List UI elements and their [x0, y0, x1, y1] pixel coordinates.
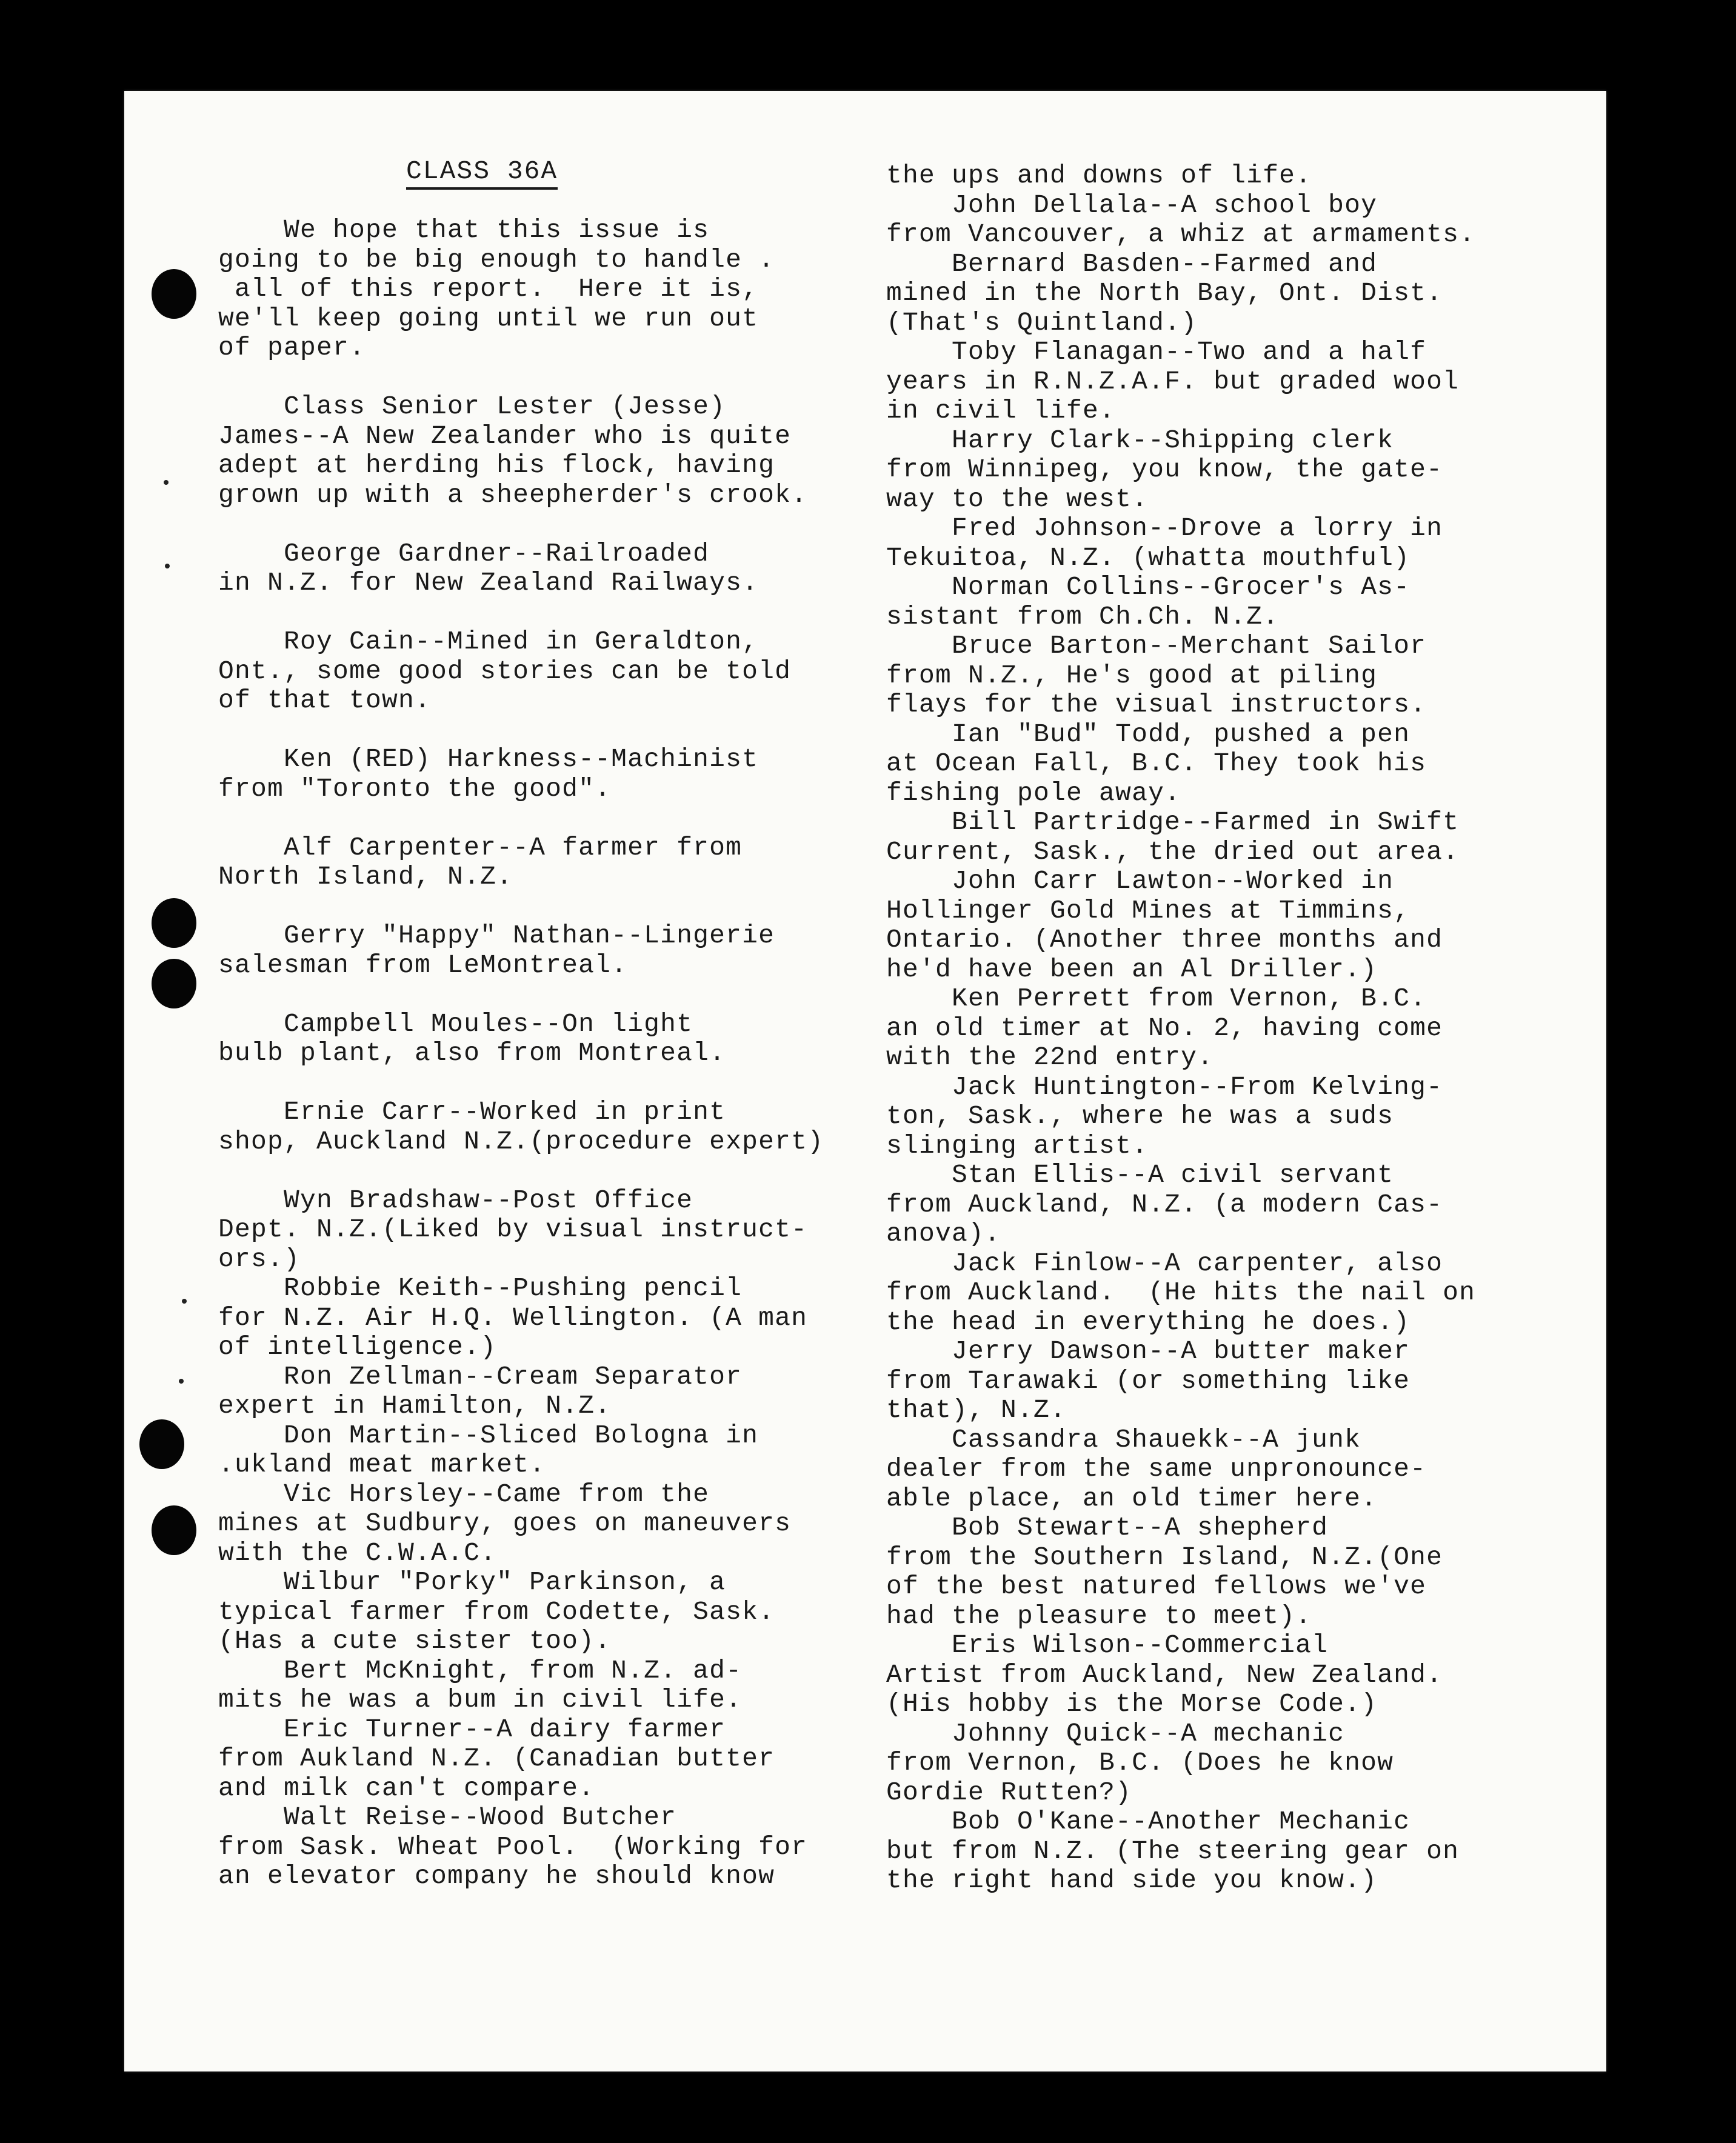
left-column-line: in N.Z. for New Zealand Railways.	[218, 568, 759, 598]
left-column-line: Ernie Carr--Worked in print	[218, 1097, 726, 1127]
left-column-line: typical farmer from Codette, Sask.	[218, 1596, 775, 1627]
right-column-line: Jack Huntington--From Kelving-	[886, 1072, 1443, 1102]
right-column-line: anova).	[886, 1219, 1001, 1248]
right-column-line: John Carr Lawton--Worked in	[886, 866, 1394, 896]
right-column-line: from Auckland, N.Z. (a modern Cas-	[886, 1189, 1443, 1219]
left-column-text	[218, 216, 885, 1891]
ink-speck	[164, 480, 169, 485]
right-column-line: years in R.N.Z.A.F. but graded wool	[886, 366, 1460, 396]
left-column-line: .ukland meat market.	[218, 1450, 546, 1479]
right-column-line: Tekuitoa, N.Z. (whatta mouthful)	[886, 542, 1411, 573]
right-column-line: he'd have been an Al Driller.)	[886, 954, 1378, 984]
left-column-line: going to be big enough to handle .	[218, 244, 775, 275]
right-column-line: from Auckland. (He hits the nail on	[886, 1278, 1476, 1307]
right-column-line: flays for the visual instructors.	[886, 690, 1427, 719]
right-column-line: Johnny Quick--A mechanic	[886, 1718, 1345, 1748]
left-column-line: expert in Hamilton, N.Z.	[218, 1391, 612, 1421]
left-column-line: Dept. N.Z.(Liked by visual instruct-	[218, 1215, 808, 1244]
right-column-line: from N.Z., He's good at piling	[886, 660, 1378, 690]
right-column-line: the right hand side you know.)	[886, 1865, 1378, 1895]
left-column-line: North Island, N.Z.	[218, 862, 513, 892]
left-column-line	[218, 980, 885, 1010]
left-column-line: for N.Z. Air H.Q. Wellington. (A man	[218, 1302, 808, 1333]
left-column-line: from "Toronto the good".	[218, 773, 612, 804]
right-column-line: fishing pole away.	[886, 778, 1181, 808]
right-column-line: Current, Sask., the dried out area.	[886, 836, 1460, 867]
right-column-line: Bob Stewart--A shepherd	[886, 1513, 1329, 1542]
left-column-line	[218, 510, 885, 539]
right-column-line: Bruce Barton--Merchant Sailor	[886, 631, 1427, 661]
left-column-line: and milk can't compare.	[218, 1773, 595, 1803]
right-column-line: in civil life.	[886, 396, 1116, 425]
right-column-line: able place, an old timer here.	[886, 1483, 1378, 1513]
right-column-line: from Tarawaki (or something like	[886, 1365, 1411, 1396]
left-column-line: Wyn Bradshaw--Post Office	[218, 1185, 693, 1215]
left-column-line: Robbie Keith--Pushing pencil	[218, 1273, 743, 1303]
left-column-line: Gerry "Happy" Nathan--Lingerie	[218, 921, 775, 950]
right-column-line: the ups and downs of life.	[886, 161, 1312, 190]
punch-hole-2	[152, 898, 196, 948]
right-column-line: ton, Sask., where he was a suds	[886, 1101, 1394, 1131]
right-column-line: slinging artist.	[886, 1130, 1149, 1161]
right-column-text	[886, 161, 1553, 1896]
left-column-line: Class Senior Lester (Jesse)	[218, 392, 726, 421]
left-column-line: Eric Turner--A dairy farmer	[218, 1714, 726, 1744]
right-column-line: with the 22nd entry.	[886, 1042, 1214, 1072]
right-column-line: Fred Johnson--Drove a lorry in	[886, 513, 1443, 543]
left-column-line: from Sask. Wheat Pool. (Working for	[218, 1831, 808, 1862]
ink-speck	[165, 564, 170, 568]
left-column-line	[218, 1068, 885, 1098]
left-column-line: of that town.	[218, 685, 432, 715]
left-column-line: of intelligence.)	[218, 1332, 497, 1362]
left-column-line: Walt Reise--Wood Butcher	[218, 1802, 677, 1832]
right-column-line: Jack Finlow--A carpenter, also	[886, 1248, 1443, 1278]
left-column-line: Bert McKnight, from N.Z. ad-	[218, 1655, 743, 1685]
right-column-line: Harry Clark--Shipping clerk	[886, 425, 1394, 455]
left-column-line: mines at Sudbury, goes on maneuvers	[218, 1508, 792, 1538]
left-column-line: an elevator company he should know	[218, 1861, 775, 1891]
ink-speck	[179, 1379, 184, 1384]
ink-speck	[182, 1299, 187, 1304]
left-column-line: salesman from LeMontreal.	[218, 950, 628, 980]
left-column-line: with the C.W.A.C.	[218, 1538, 497, 1568]
right-column-line: of the best natured fellows we've	[886, 1571, 1427, 1601]
right-column-line: Jerry Dawson--A butter maker	[886, 1336, 1411, 1366]
right-column-line: from Vernon, B.C. (Does he know	[886, 1748, 1394, 1778]
right-column-line: Bernard Basden--Farmed and	[886, 248, 1378, 279]
left-column-line	[218, 804, 885, 833]
left-column-line: Alf Carpenter--A farmer from	[218, 832, 743, 862]
right-column-line: that), N.Z.	[886, 1395, 1067, 1425]
right-column-line: had the pleasure to meet).	[886, 1601, 1312, 1631]
right-column-line: Cassandra Shauekk--A junk	[886, 1424, 1361, 1455]
right-column-line: Ian "Bud" Todd, pushed a pen	[886, 719, 1411, 749]
right-column-line: from the Southern Island, N.Z.(One	[886, 1542, 1443, 1572]
right-column-line: Artist from Auckland, New Zealand.	[886, 1659, 1443, 1690]
right-column-line: Bill Partridge--Farmed in Swift	[886, 807, 1460, 837]
left-column-line: Don Martin--Sliced Bologna in	[218, 1420, 759, 1450]
right-column-line: (His hobby is the Morse Code.)	[886, 1689, 1378, 1719]
left-column-line: mits he was a bum in civil life.	[218, 1685, 743, 1715]
right-column-line: Norman Collins--Grocer's As-	[886, 572, 1411, 602]
right-column-line: sistant from Ch.Ch. N.Z.	[886, 601, 1280, 632]
left-column-line: (Has a cute sister too).	[218, 1626, 612, 1656]
right-column-line: John Dellala--A school boy	[886, 190, 1378, 220]
punch-hole-1	[152, 269, 196, 319]
left-column-line: Ont., some good stories can be told	[218, 656, 792, 686]
left-column-line: of paper.	[218, 333, 366, 362]
left-column-line: Ron Zellman--Cream Separator	[218, 1361, 743, 1391]
left-column-line: all of this report. Here it is,	[218, 274, 759, 304]
left-column-line: ors.)	[218, 1244, 301, 1274]
left-column-line	[218, 716, 885, 745]
right-column-line: Ontario. (Another three months and	[886, 925, 1443, 955]
left-column-line: Vic Horsley--Came from the	[218, 1479, 710, 1509]
left-column-line: from Aukland N.Z. (Canadian butter	[218, 1744, 775, 1773]
right-column-line: way to the west.	[886, 484, 1149, 514]
right-column-line: mined in the North Bay, Ont. Dist.	[886, 278, 1443, 308]
right-column-line: from Vancouver, a whiz at armaments.	[886, 219, 1476, 249]
punch-hole-5	[152, 1505, 196, 1555]
left-column-line: shop, Auckland N.Z.(procedure expert)	[218, 1126, 824, 1156]
left-column-line: Ken (RED) Harkness--Machinist	[218, 744, 759, 774]
left-column-line: James--A New Zealander who is quite	[218, 421, 792, 451]
left-column-line: Roy Cain--Mined in Geraldton,	[218, 627, 759, 656]
left-column-line: Campbell Moules--On light	[218, 1008, 693, 1039]
left-column-line	[218, 363, 885, 393]
left-column-line: We hope that this issue is	[218, 215, 710, 245]
right-column-line: Toby Flanagan--Two and a half	[886, 337, 1427, 367]
right-column-line: at Ocean Fall, B.C. They took his	[886, 748, 1427, 778]
right-column-line: Eris Wilson--Commercial	[886, 1630, 1329, 1660]
right-column-line: Hollinger Gold Mines at Timmins,	[886, 895, 1411, 925]
left-column-line	[218, 1156, 885, 1186]
right-column-line: from Winnipeg, you know, the gate-	[886, 455, 1443, 484]
left-column-line	[218, 892, 885, 922]
right-column-line: but from N.Z. (The steering gear on	[886, 1836, 1460, 1866]
right-column-line: Gordie Rutten?)	[886, 1777, 1132, 1807]
right-column-line: Stan Ellis--A civil servant	[886, 1160, 1394, 1190]
left-column-line: grown up with a sheepherder's crook.	[218, 479, 808, 510]
left-column-line: we'll keep going until we run out	[218, 303, 759, 333]
left-column-line: George Gardner--Railroaded	[218, 538, 710, 568]
right-column-line: (That's Quintland.)	[886, 307, 1198, 338]
left-column-line	[218, 598, 885, 628]
left-column-line: Wilbur "Porky" Parkinson, a	[218, 1567, 726, 1597]
right-column-line: Bob O'Kane--Another Mechanic	[886, 1807, 1411, 1836]
punch-hole-3	[152, 959, 196, 1008]
left-column-line: adept at herding his flock, having	[218, 450, 775, 480]
page-title: CLASS 36A	[406, 156, 558, 190]
right-column-line: Ken Perrett from Vernon, B.C.	[886, 984, 1427, 1013]
left-column-line: bulb plant, also from Montreal.	[218, 1038, 726, 1068]
right-column-line: the head in everything he does.)	[886, 1307, 1411, 1337]
punch-hole-4	[139, 1419, 184, 1469]
right-column-line: dealer from the same unpronounce-	[886, 1454, 1427, 1484]
right-column-line: an old timer at No. 2, having come	[886, 1013, 1443, 1043]
